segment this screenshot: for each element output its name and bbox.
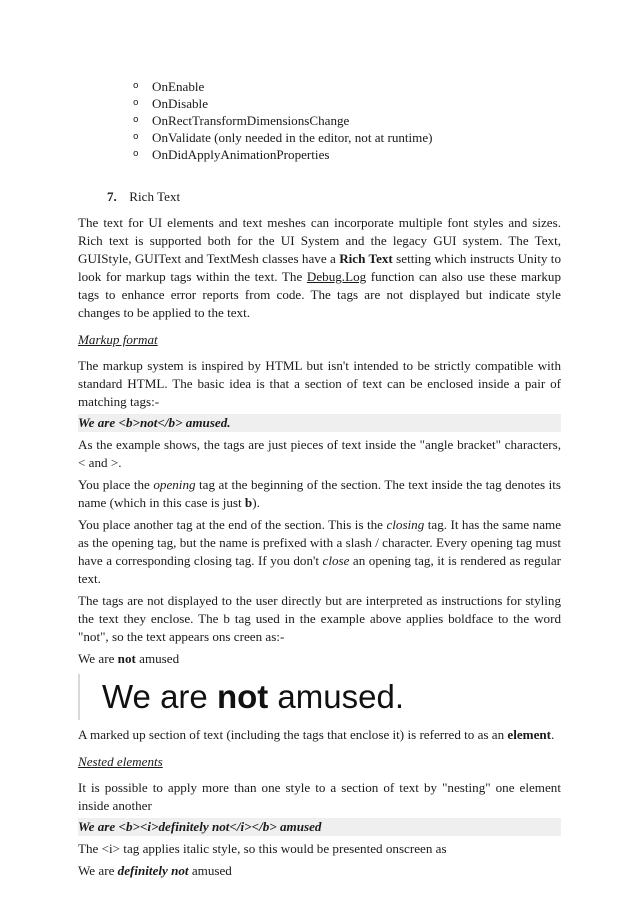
bullet-icon: o (133, 149, 139, 159)
bullet-icon: o (133, 132, 139, 142)
nested-paragraph: It is possible to apply more than one style to a section of text by "nesting" one element inside another (78, 780, 561, 813)
tag-name-b: b (244, 495, 253, 510)
nested-rendered-1: We are (78, 863, 118, 878)
list-item (133, 78, 561, 95)
rendered-text-1: We are (78, 651, 118, 666)
demo-text-2: amused. (268, 678, 404, 715)
demo-bold: not (216, 678, 269, 715)
rendered-bold: not (117, 651, 136, 666)
closing-text-1: You place another tag at the end of the section. This is the (78, 517, 387, 532)
debug-log-link[interactable]: Debug.Log (306, 269, 367, 284)
section-heading (78, 188, 561, 206)
intro-text-3: function can also use these markup tags to enhance error reports from code. The tags are not displayed but indicate style changes to be applied to the text. (78, 269, 561, 320)
list-item (133, 95, 561, 112)
intro-text-2: setting which instructs Unity to look for markup tags within the text. The (78, 251, 561, 284)
opening-text-2: tag at the beginning of the section. The text inside the tag denotes its name (which in this case is just (78, 477, 561, 510)
styling-paragraph: The tags are not displayed to the user directly but are interpreted as instructions for styling the text they enclose. The b tag used in the example above applies boldface to the word "not", so the text appears ons creen as:- (78, 593, 561, 644)
bullet-icon: o (133, 81, 139, 91)
close-term: close (322, 553, 350, 568)
callback-list (78, 78, 561, 163)
list-item (133, 112, 561, 129)
rendered-demo-image (78, 674, 561, 720)
list-item-text: OnValidate (only needed in the editor, not at runtime) (152, 130, 433, 145)
list-item-text: OnDisable (152, 96, 209, 111)
italic-tag-paragraph: The <i> tag applies italic style, so this would be presented onscreen as (78, 841, 447, 856)
intro-paragraph (78, 214, 561, 322)
list-item-text: OnDidApplyAnimationProperties (152, 147, 330, 162)
list-item (133, 129, 561, 146)
list-item (133, 146, 561, 163)
closing-term: closing (386, 517, 425, 532)
intro-text-1: The text for UI elements and text meshes can incorporate multiple font styles and sizes. Rich text is supported both for the UI System and the legacy GUI system. The Text, GUIStyle, GUIText and TextMesh classes have a (78, 215, 561, 266)
element-text-2: . (551, 727, 555, 742)
nested-rendered-2: amused (188, 863, 232, 878)
list-item-text: OnRectTransformDimensionsChange (152, 113, 350, 128)
nested-example: We are <b><i>definitely not</i></b> amused (78, 818, 561, 836)
nested-rendered-example (78, 862, 561, 880)
rendered-text-2: amused (135, 651, 180, 666)
angle-bracket-paragraph: As the example shows, the tags are just pieces of text inside the "angle bracket" characters, < and >. (78, 437, 561, 470)
closing-tag-paragraph (78, 516, 561, 588)
element-text-1: A marked up section of text (including the tags that enclose it) is referred to as an (78, 727, 508, 742)
document-page (78, 78, 561, 880)
markup-paragraph: The markup system is inspired by HTML but isn't intended to be strictly compatible with standard HTML. The basic idea is that a section of text can be enclosed inside a pair of matching tags:- (78, 358, 561, 409)
markup-example: We are <b>not</b> amused. (78, 414, 561, 432)
rendered-example (78, 650, 561, 668)
markup-format-heading: Markup format (78, 332, 158, 347)
section-title: Rich Text (129, 189, 181, 204)
opening-tag-paragraph (78, 476, 561, 512)
closing-text-3: an opening tag, it is rendered as regular text. (78, 553, 561, 586)
closing-text-2: tag. It has the same name as the opening tag, but the name is prefixed with a slash / character. Every opening tag must have a corresponding closing tag. If you don't (78, 517, 561, 568)
element-term: element (507, 727, 552, 742)
opening-term: opening (153, 477, 196, 492)
nested-rendered-bold-italic: definitely not (117, 863, 189, 878)
nested-elements-heading: Nested elements (78, 754, 163, 769)
list-item-text: OnEnable (152, 79, 205, 94)
section-number: 7. (107, 189, 117, 204)
demo-text-1: We are (102, 678, 217, 715)
rich-text-term: Rich Text (339, 251, 393, 266)
bullet-icon: o (133, 115, 139, 125)
opening-text-1: You place the (78, 477, 154, 492)
element-definition (78, 726, 561, 744)
bullet-icon: o (133, 98, 139, 108)
opening-text-3: ). (252, 495, 260, 510)
